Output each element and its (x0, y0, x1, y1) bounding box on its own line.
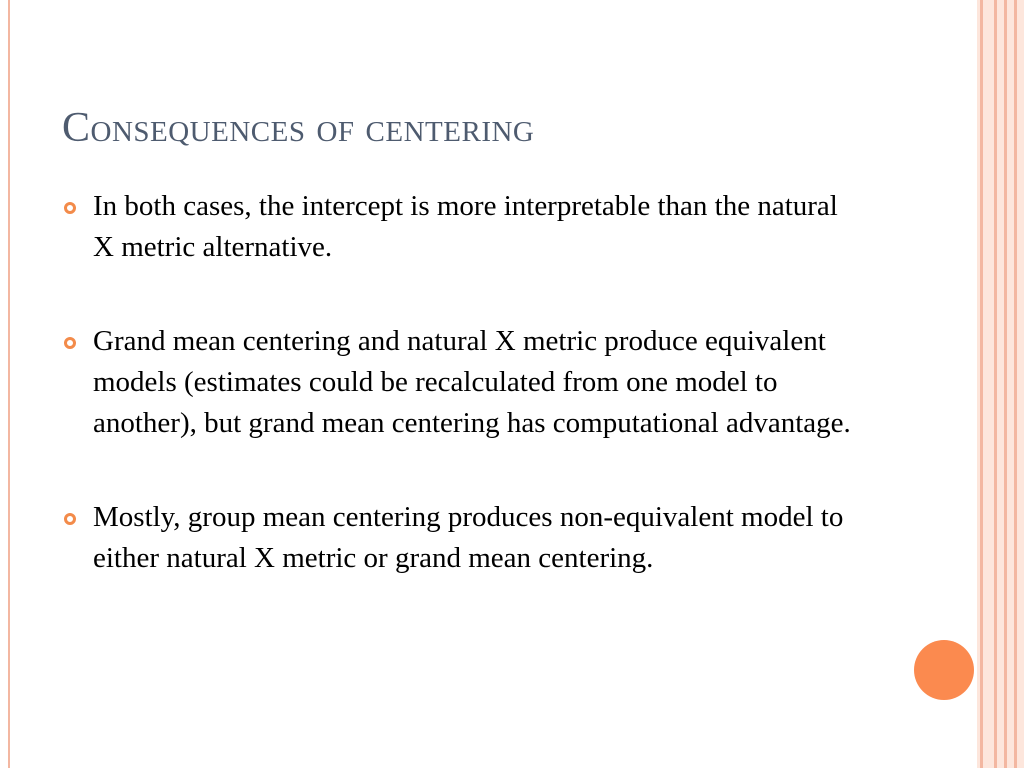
bullet-text: Grand mean centering and natural X metric produce equivalent models (estimates could be recalculated from one model to another), but grand mean centering has computational advantage. (93, 325, 851, 439)
ring-bullet-icon (64, 513, 76, 525)
slide-title: Consequences of centering (62, 105, 535, 151)
right-frame-line (994, 0, 997, 768)
right-frame-line (1014, 0, 1017, 768)
bullet-list (62, 186, 862, 579)
bullet-item (62, 497, 862, 579)
ring-bullet-icon (64, 202, 76, 214)
ring-bullet-icon (64, 337, 76, 349)
right-frame-line (980, 0, 983, 768)
bullet-item (62, 321, 862, 444)
bullet-text: Mostly, group mean centering produces non-equivalent model to either natural X metric or grand mean centering. (93, 501, 844, 574)
right-frame-line (1004, 0, 1007, 768)
orange-circle-icon (914, 640, 974, 700)
left-frame-line (8, 0, 10, 768)
bullet-item (62, 186, 862, 268)
bullet-text: In both cases, the intercept is more interpretable than the natural X metric alternative. (93, 190, 838, 263)
